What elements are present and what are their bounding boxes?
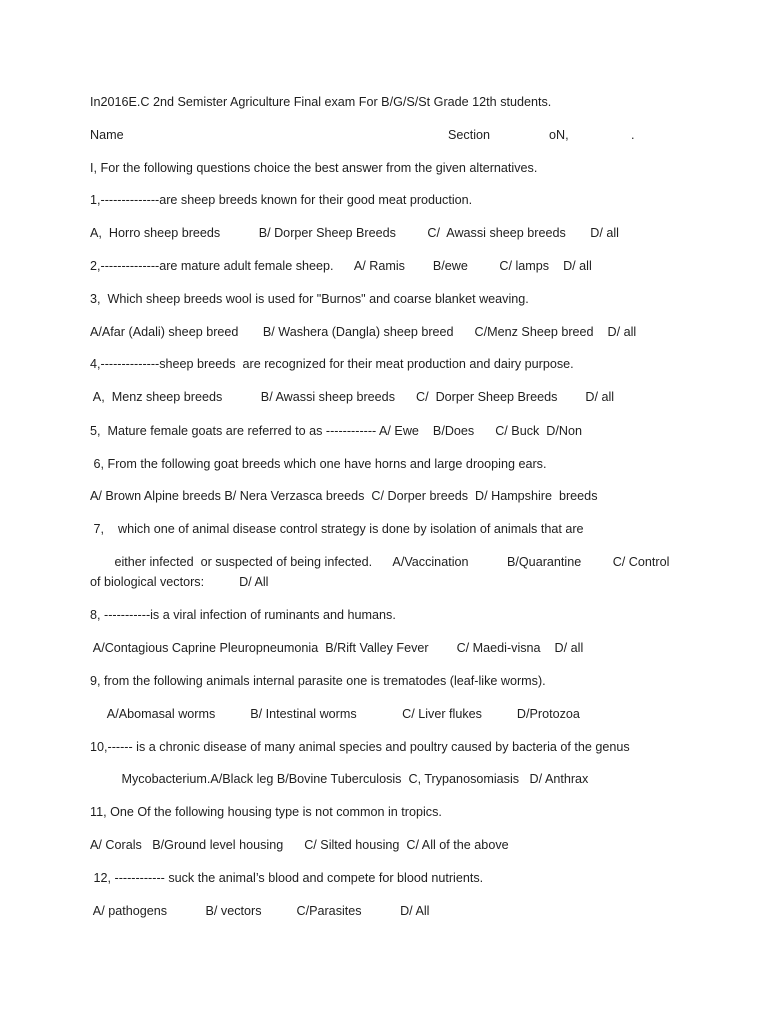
question-8-options: A/Contagious Caprine Pleuropneumonia B/Rift Valley Fever C/ Maedi-visna D/ all [90,641,584,655]
question-7-line-2: either infected or suspected of being infected. A/Vaccination B/Quarantine C/ Control [90,555,670,569]
on-label: oN, [549,128,569,142]
question-7-line-3: of biological vectors: D/ All [90,575,269,589]
question-10-line-1: 10,------ is a chronic disease of many animal species and poultry caused by bacteria of the genus [90,740,630,754]
name-label: Name [90,128,124,142]
question-3: 3, Which sheep breeds wool is used for "Burnos" and coarse blanket weaving. [90,292,529,306]
question-5: 5, Mature female goats are referred to as ------------ A/ Ewe B/Does C/ Buck D/Non [90,424,582,438]
question-3-options: A/Afar (Adali) sheep breed B/ Washera (Dangla) sheep breed C/Menz Sheep breed D/ all [90,325,637,339]
question-11: 11, One Of the following housing type is not common in tropics. [90,805,442,819]
exam-title: In2016E.C 2nd Semister Agriculture Final exam For B/G/S/St Grade 12th students. [90,95,552,109]
question-4-options: A, Menz sheep breeds B/ Awassi sheep breeds C/ Dorper Sheep Breeds D/ all [90,390,615,404]
question-10-line-2: Mycobacterium.A/Black leg B/Bovine Tuberculosis C, Trypanosomiasis D/ Anthrax [90,772,589,786]
question-1: 1,--------------are sheep breeds known for their good meat production. [90,193,473,207]
question-7-line-1: 7, which one of animal disease control strategy is done by isolation of animals that are [90,522,584,536]
question-12-options: A/ pathogens B/ vectors C/Parasites D/ All [90,904,430,918]
question-6: 6, From the following goat breeds which one have horns and large drooping ears. [90,457,547,471]
question-11-options: A/ Corals B/Ground level housing C/ Silted housing C/ All of the above [90,838,509,852]
trailing-dot: . [631,128,635,142]
question-2: 2,--------------are mature adult female sheep. A/ Ramis B/ewe C/ lamps D/ all [90,259,592,273]
instructions: I, For the following questions choice the best answer from the given alternatives. [90,161,538,175]
question-1-options: A, Horro sheep breeds B/ Dorper Sheep Breeds C/ Awassi sheep breeds D/ all [90,226,619,240]
question-12: 12, ------------ suck the animal’s blood and compete for blood nutrients. [90,871,484,885]
question-4: 4,--------------sheep breeds are recognized for their meat production and dairy purpose. [90,357,574,371]
question-6-options: A/ Brown Alpine breeds B/ Nera Verzasca breeds C/ Dorper breeds D/ Hampshire breeds [90,489,598,503]
question-8: 8, -----------is a viral infection of ruminants and humans. [90,608,396,622]
section-label: Section [448,128,491,142]
question-9-options: A/Abomasal worms B/ Intestinal worms C/ Liver flukes D/Protozoa [90,707,580,721]
question-9: 9, from the following animals internal parasite one is trematodes (leaf-like worms). [90,674,546,688]
